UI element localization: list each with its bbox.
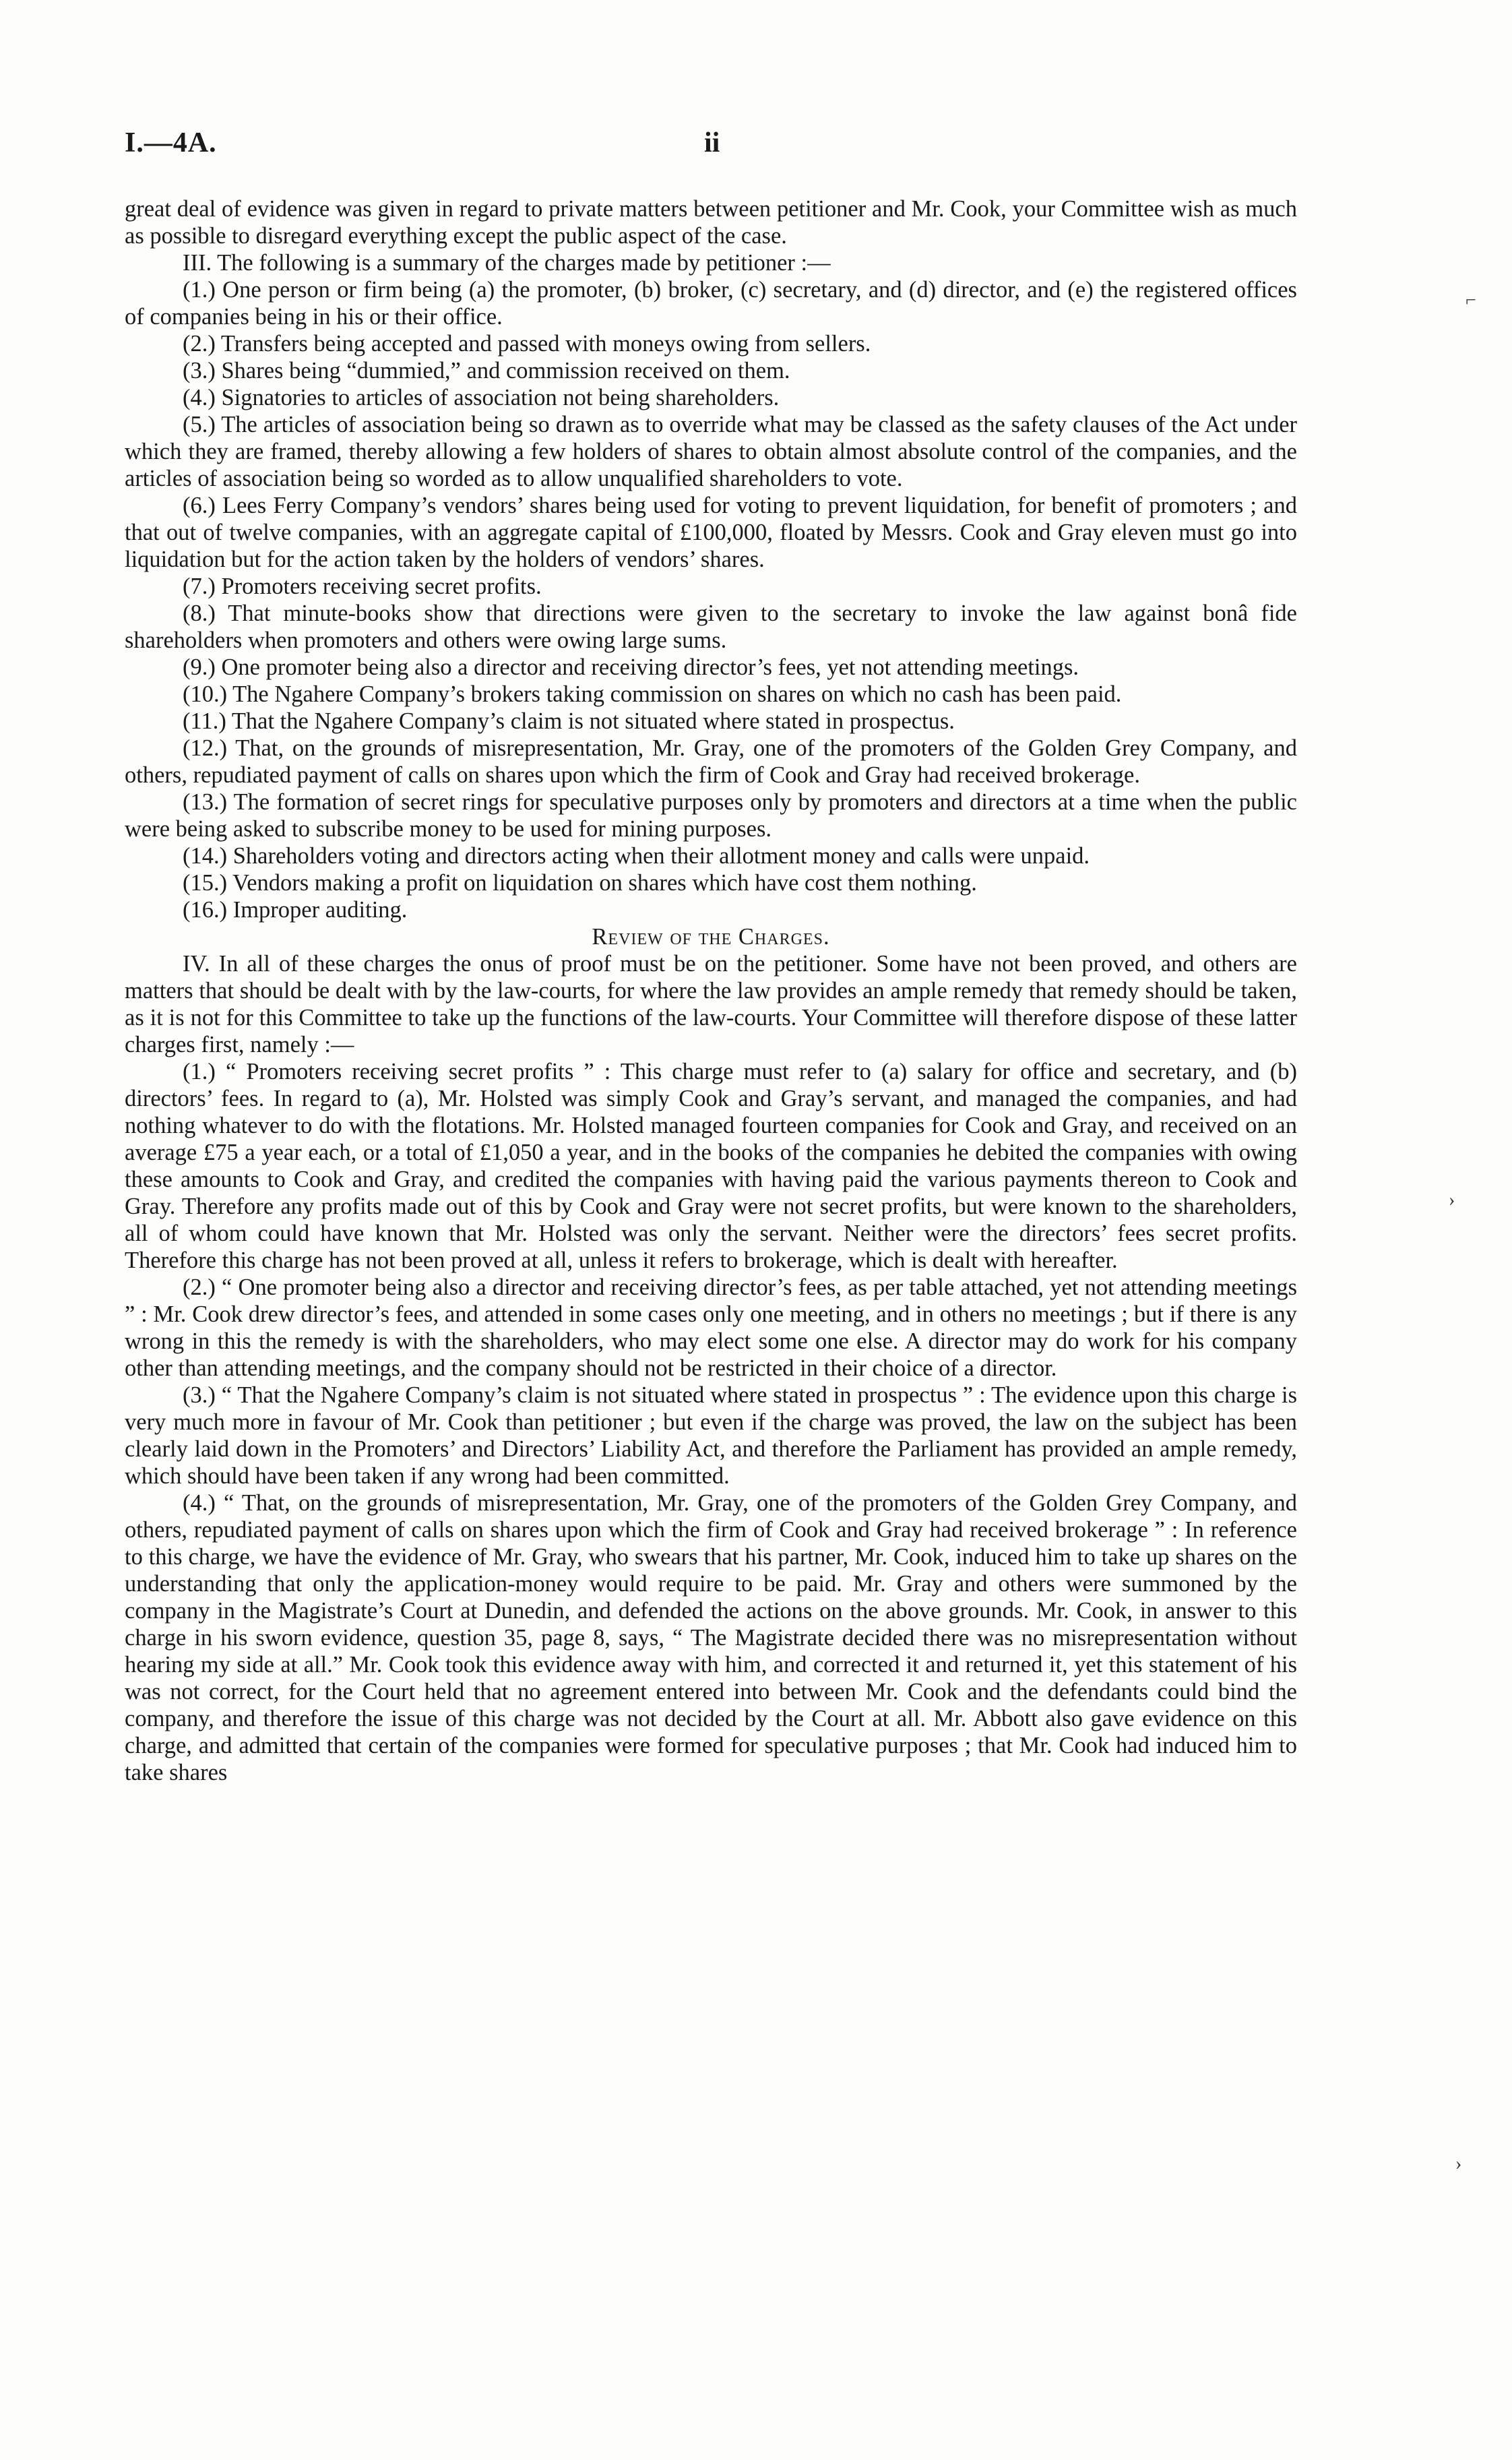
paragraph-section-iv: IV. In all of these charges the onus of proof must be on the petitioner. Some have not been proved, and others are matters that should be dealt with by the law-courts, for where the law provides an ample remedy that remedy should be taken, as it is not for this Committee to take up the functions of the law-courts. Your Committee will therefore dispose of these latter charges first, namely :—: [125, 951, 1297, 1057]
charge-item: (11.) That the Ngahere Company’s claim is not situated where stated in prospectus.: [183, 708, 955, 734]
charge-item: (15.) Vendors making a profit on liquidation on shares which have cost them nothing.: [183, 870, 977, 896]
charge-item: (4.) Signatories to articles of association not being shareholders.: [183, 385, 780, 410]
document-reference: I.—4A.: [125, 127, 217, 158]
charge-item: (14.) Shareholders voting and directors acting when their allotment money and calls were unpaid.: [183, 843, 1090, 869]
paragraph-section-iii: III. The following is a summary of the charges made by petitioner :—: [183, 250, 831, 276]
review-item: (4.) “ That, on the grounds of misrepresentation, Mr. Gray, one of the promoters of the Golden Grey Company, and others, repudiated payment of calls on shares upon which the firm of Cook and Gray had received brokerage ” : In reference to this charge, we have the evidence of Mr. Gray, who swears that his partner, Mr. Cook, induced him to take up shares on the understanding that only the application-money would require to be paid. Mr. Gray and others were summoned by the company in the Magistrate’s Court at Dunedin, and defended the actions on the above grounds. Mr. Cook, in answer to this charge in his sworn evidence, question 35, page 8, says, “ The Magistrate decided there was no misrepresentation without hearing my side at all.” Mr. Cook took this evidence away with him, and corrected it and returned it, yet this statement of his was not correct, for the Court held that no agreement entered into between Mr. Cook and the defendants could bind the company, and therefore the issue of this charge was not decided by the Court at all. Mr. Abbott also gave evidence on this charge, and admitted that certain of the companies were formed for speculative purposes ; that Mr. Cook had induced him to take shares: [125, 1490, 1297, 1785]
margin-mark: ⌐: [1466, 290, 1476, 311]
paragraph-continuation: great deal of evidence was given in regard to private matters between petitioner and Mr. Cook, your Committee wish as much as possible to disregard everything except the public aspect of the case.: [125, 196, 1297, 249]
charge-item: (10.) The Ngahere Company’s brokers taking commission on shares on which no cash has been paid.: [183, 681, 1122, 707]
page-header: [125, 127, 1297, 167]
review-item: (3.) “ That the Ngahere Company’s claim is not situated where stated in prospectus ” : The evidence upon this charge is very much more in favour of Mr. Cook than petitioner ; but even if the charge was proved, the law on the subject has been clearly laid down in the Promoters’ and Directors’ Liability Act, and therefore the Parliament has provided an ample remedy, which should have been taken if any wrong had been committed.: [125, 1382, 1297, 1489]
charge-item: (7.) Promoters receiving secret profits.: [183, 574, 542, 599]
charge-item: (2.) Transfers being accepted and passed with moneys owing from sellers.: [183, 331, 871, 357]
charge-item: (6.) Lees Ferry Company’s vendors’ shares being used for voting to prevent liquidation, for benefit of promoters ; and that out of twelve companies, with an aggregate capital of £100,000, floated by Messrs. Cook and Gray eleven must go into liquidation but for the action taken by the holders of vendors’ shares.: [125, 493, 1297, 572]
charge-item: (1.) One person or firm being (a) the promoter, (b) broker, (c) secretary, and (d) director, and (e) the registered offices of companies being in his or their office.: [125, 277, 1297, 330]
charge-item: (12.) That, on the grounds of misrepresentation, Mr. Gray, one of the promoters of the Golden Grey Company, and others, repudiated payment of calls on shares upon which the firm of Cook and Gray had received brokerage.: [125, 735, 1297, 788]
body-text: [125, 195, 1297, 1786]
charge-item: (5.) The articles of association being so drawn as to override what may be classed as the safety clauses of the Act under which they are framed, thereby allowing a few holders of shares to obtain almost absolute control of the companies, and the articles of association being so worded as to allow unqualified shareholders to vote.: [125, 412, 1297, 491]
section-heading: Review of the Charges.: [592, 924, 830, 950]
charge-item: (13.) The formation of secret rings for speculative purposes only by promoters and directors at a time when the public were being asked to subscribe money to be used for mining purposes.: [125, 789, 1297, 842]
charge-item: (8.) That minute-books show that directions were given to the secretary to invoke the law against bonâ fide shareholders when promoters and others were owing large sums.: [125, 601, 1297, 653]
charge-item: (9.) One promoter being also a director and receiving director’s fees, yet not attending meetings.: [183, 654, 1079, 680]
review-item: (2.) “ One promoter being also a director and receiving director’s fees, as per table attached, yet not attending meetings ” : Mr. Cook drew director’s fees, and attended in some cases only one meeting, and in others no meetings ; but if there is any wrong in this the remedy is with the shareholders, who may elect some one else. A director may do work for his company other than attending meetings, and the company should not be restricted in their choice of a director.: [125, 1274, 1297, 1381]
margin-mark: ›: [1449, 1190, 1455, 1210]
charge-item: (3.) Shares being “dummied,” and commission received on them.: [183, 358, 790, 383]
charge-item: (16.) Improper auditing.: [183, 897, 408, 923]
page-number: ii: [704, 127, 720, 158]
review-item: (1.) “ Promoters receiving secret profits ” : This charge must refer to (a) salary for office and secretary, and (b) directors’ fees. In regard to (a), Mr. Holsted was simply Cook and Gray’s servant, and managed the companies, and had nothing whatever to do with the flotations. Mr. Holsted managed fourteen companies for Cook and Gray, and received on an average £75 a year each, or a total of £1,050 a year, and in the books of the companies he debited the companies with owing these amounts to Cook and Gray, and credited the companies with having paid the various payments thereon to Cook and Gray. Therefore any profits made out of this by Cook and Gray were not secret profits, but were known to the shareholders, all of whom could have known that Mr. Holsted was only the servant. Neither were the directors’ fees secret profits. Therefore this charge has not been proved at all, unless it refers to brokerage, which is dealt with hereafter.: [125, 1059, 1297, 1273]
margin-mark: ›: [1455, 2153, 1462, 2174]
